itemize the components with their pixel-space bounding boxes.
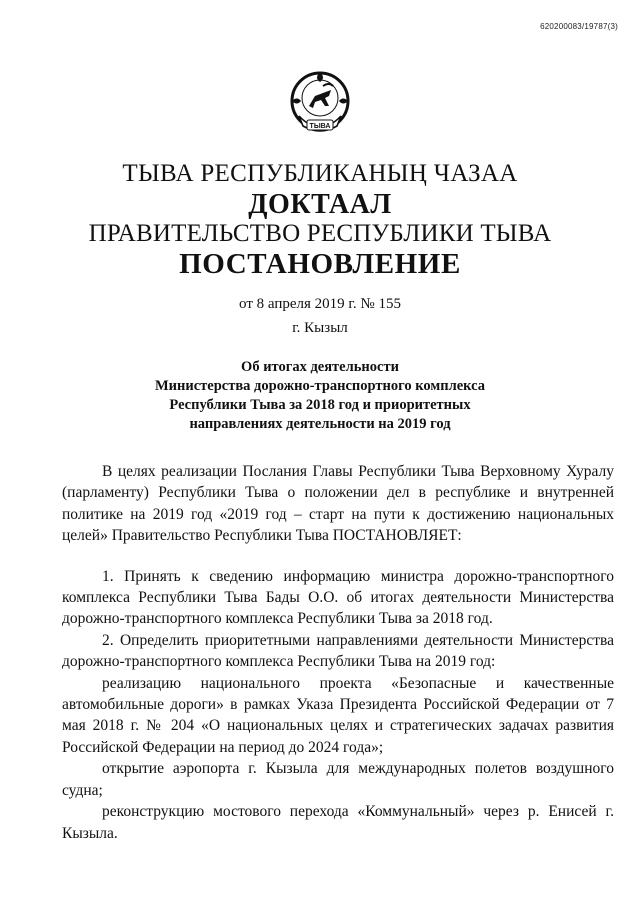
header-tuvan-doc-type: ДОКТААЛ xyxy=(248,189,392,220)
document-title xyxy=(0,358,640,434)
header-tuvan-government: ТЫВА РЕСПУБЛИКАНЫҢ ЧАЗАА xyxy=(122,160,518,187)
item-1-paragraph: 1. Принять к сведению информацию министра дорожно-транспортного комплекса Республики Тыва Бады О.О. об итогах деятельности Министерства дорожно-транспортного комплекса Республики Тыва за 2018 год. xyxy=(62,567,614,628)
header-doc-type: ПОСТАНОВЛЕНИЕ xyxy=(179,248,461,280)
document-body xyxy=(62,461,614,844)
header-government: ПРАВИТЕЛЬСТВО РЕСПУБЛИКИ ТЫВА xyxy=(88,220,552,247)
priority-airport: открытие аэропорта г. Кызыла для международных полетов воздушного судна; xyxy=(62,760,614,799)
item-2-paragraph: 2. Определить приоритетными направлениями деятельности Министерства дорожно-транспортного комплекса Республики Тыва на 2019 год: xyxy=(62,631,614,671)
title-line: Республики Тыва за 2018 год и приоритетных xyxy=(169,397,471,413)
priority-bridge: реконструкцию мостового перехода «Коммунальный» через р. Енисей г. Кызыла. xyxy=(62,803,614,842)
title-line: Об итогах деятельности xyxy=(241,359,399,375)
priority-road-project: реализацию национального проекта «Безопасные и качественные автомобильные дороги» в рамках Указа Президента Российской Федерации от 7 мая 2018 г. № 204 «О национальных целях и стратегических задачах развития Российской Федерации на период до 2024 года»; xyxy=(62,674,614,756)
document-date: от 8 апреля 2019 г. № 155 xyxy=(239,296,401,312)
emblem-caption: ТЫВА xyxy=(309,123,331,130)
document-city: г. Кызыл xyxy=(292,320,348,336)
title-line: Министерства дорожно-транспортного комплекса xyxy=(154,378,486,394)
document-id: 620200083/19787(3) xyxy=(540,22,618,31)
coat-of-arms-icon xyxy=(285,68,355,140)
preamble-paragraph: В целях реализации Послания Главы Республики Тыва Верховному Хуралу (парламенту) Республики Тыва о положении дел в республике и внутренней политике на 2019 год «2019 год – старт на пути к достижению национальных целей» Правительство Республики Тыва ПОСТАНОВЛЯЕТ: xyxy=(62,463,614,545)
title-line: направлениях деятельности на 2019 год xyxy=(189,416,451,432)
